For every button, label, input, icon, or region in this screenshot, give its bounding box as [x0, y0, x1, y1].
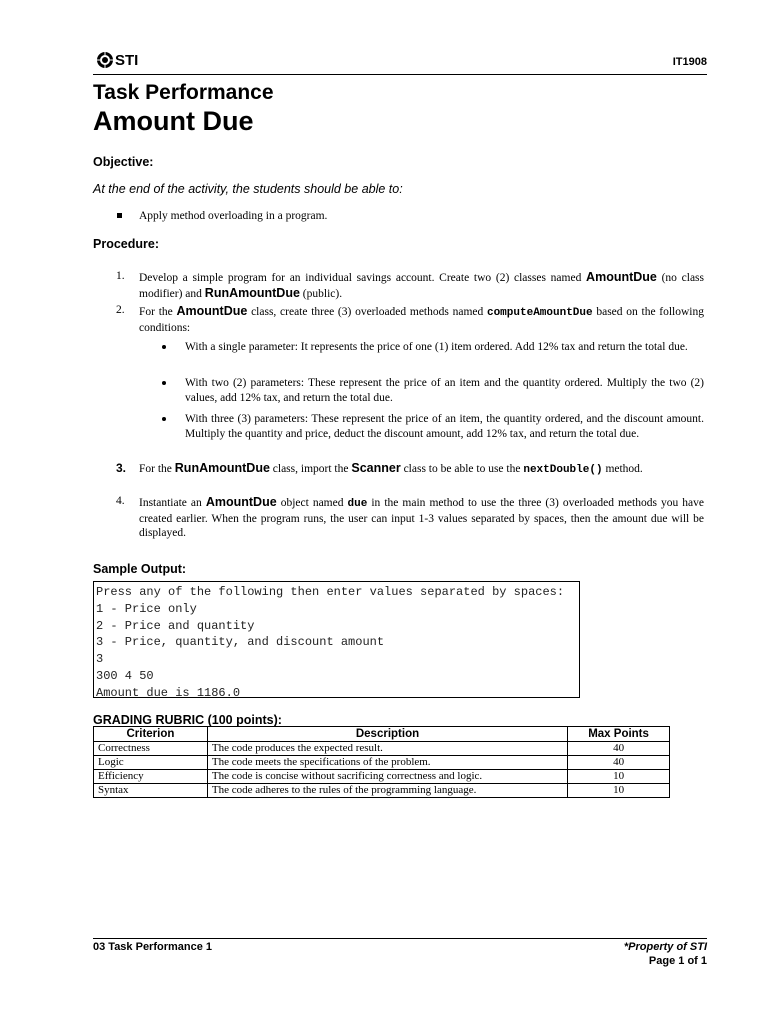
description-cell: The code adheres to the rules of the programming language.: [207, 784, 567, 798]
sample-output-console: [93, 581, 580, 698]
table-header-row: [94, 727, 670, 742]
object-name: due: [347, 498, 368, 510]
objective-item: Apply method overloading in a program.: [139, 210, 328, 222]
header-divider: [93, 74, 707, 75]
class-name: AmountDue: [176, 304, 248, 318]
condition-bullet: With two (2) parameters: These represent the price of an item and the quantity ordered. Multiply the two (2) values, add 12% tax, and return the total due.: [185, 377, 704, 404]
class-name: RunAmountDue: [174, 461, 270, 475]
document-main-title: Amount Due: [93, 106, 254, 136]
grading-rubric-table: [93, 726, 670, 798]
criterion-cell: Correctness: [94, 742, 208, 756]
round-bullet-icon: [162, 417, 166, 421]
procedure-step-1: Develop a simple program for an individual savings account. Create two (2) classes named AmountDue (no class modifier) and RunAmountDue (public).: [139, 270, 704, 300]
procedure-heading: Procedure:: [93, 237, 159, 251]
table-row: [94, 742, 670, 756]
objective-heading: Objective:: [93, 155, 154, 169]
column-header-criterion: Criterion: [94, 727, 208, 742]
footer-property-notice: *Property of STI: [623, 941, 707, 953]
rubric-title: GRADING RUBRIC (100 points):: [93, 713, 282, 727]
console-line: 3 - Price, quantity, and discount amount: [96, 635, 385, 650]
column-header-max-points: Max Points: [568, 727, 670, 742]
condition-bullet: With three (3) parameters: These represent the price of an item, the quantity ordered, and the discount amount. Multiply the quantity and price, deduct the discount amount, add 12% tax, and return the total due.: [185, 413, 704, 440]
footer-divider: [93, 938, 707, 939]
procedure-step-4: Instantiate an AmountDue object named due in the main method to use the three (3) overloaded methods you have created earlier. When the program runs, the user can input 1-3 values separated by spaces, then the amount due will be displayed.: [139, 495, 704, 539]
sti-logo: [96, 49, 138, 71]
objective-intro: At the end of the activity, the students should be able to:: [93, 182, 403, 196]
table-row: [94, 756, 670, 770]
points-cell: 10: [568, 770, 670, 784]
description-cell: The code produces the expected result.: [207, 742, 567, 756]
procedure-step-2: For the AmountDue class, create three (3) overloaded methods named computeAmountDue based on the following conditions:: [139, 304, 704, 334]
footer-page-number: Page 1 of 1: [648, 955, 707, 967]
points-cell: 10: [568, 784, 670, 798]
table-row: [94, 784, 670, 798]
square-bullet-icon: [117, 213, 122, 218]
sti-seal-icon: [96, 51, 114, 69]
procedure-step-3: For the RunAmountDue class, import the Scanner class to be able to use the nextDouble() method.: [139, 461, 643, 476]
document-code: IT1908: [672, 56, 707, 68]
console-line: Press any of the following then enter values separated by spaces:: [96, 585, 565, 599]
description-cell: The code is concise without sacrificing correctness and logic.: [207, 770, 567, 784]
console-line: 2 - Price and quantity: [96, 618, 255, 633]
criterion-cell: Syntax: [94, 784, 208, 798]
round-bullet-icon: [162, 345, 166, 349]
console-line: Amount due is 1186.0: [96, 685, 241, 700]
round-bullet-icon: [162, 381, 166, 385]
description-cell: The code meets the specifications of the problem.: [207, 756, 567, 770]
step-number: 3.: [116, 461, 127, 475]
step-number: 2.: [116, 304, 125, 316]
console-line: 1 - Price only: [96, 601, 197, 616]
table-row: [94, 770, 670, 784]
logo-text: STI: [115, 51, 139, 69]
column-header-description: Description: [207, 727, 567, 742]
points-cell: 40: [568, 742, 670, 756]
document-category-title: Task Performance: [93, 81, 274, 104]
sample-output-heading: Sample Output:: [93, 562, 187, 576]
points-cell: 40: [568, 756, 670, 770]
class-name: RunAmountDue: [204, 285, 300, 300]
step-number: 1.: [116, 270, 125, 282]
console-line: 300 4 50: [96, 668, 154, 683]
method-name: nextDouble(): [523, 464, 603, 476]
footer-document-name: 03 Task Performance 1: [93, 941, 213, 953]
criterion-cell: Logic: [94, 756, 208, 770]
class-name: AmountDue: [205, 495, 277, 509]
condition-bullet: With a single parameter: It represents the price of one (1) item ordered. Add 12% tax and return the total due.: [185, 341, 688, 353]
step-number: 4.: [116, 495, 125, 507]
criterion-cell: Efficiency: [94, 770, 208, 784]
class-name: Scanner: [351, 461, 401, 475]
class-name: AmountDue: [586, 270, 657, 284]
method-name: computeAmountDue: [486, 307, 593, 319]
console-line: 3: [96, 652, 104, 667]
